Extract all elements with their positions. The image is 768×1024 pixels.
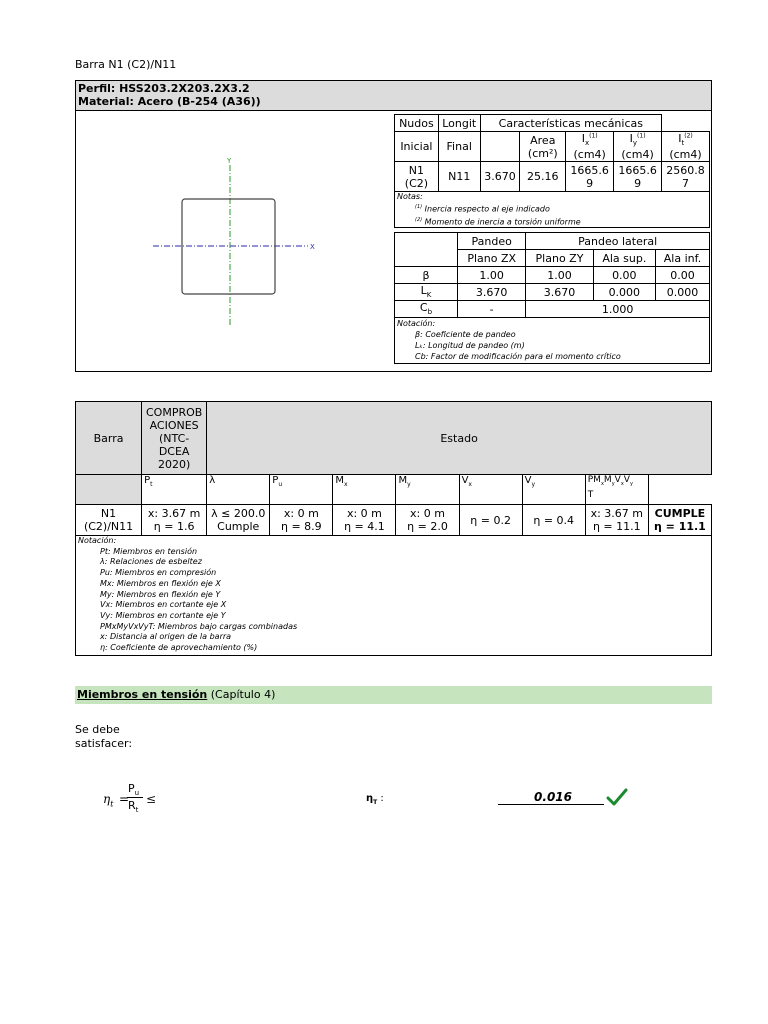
section-drawing xyxy=(150,140,330,330)
mech-h-area: Area (cm²) xyxy=(520,132,566,162)
buck-row-beta: β 1.00 1.00 0.00 0.00 xyxy=(395,267,710,284)
tension-header xyxy=(75,686,712,704)
buck-h-inf: Ala inf. xyxy=(655,250,709,267)
profile-name: Perfil: HSS203.2X203.2X3.2 xyxy=(78,82,250,95)
col-pu: $P_u$ xyxy=(270,475,333,505)
col-estado-gap xyxy=(648,475,711,505)
hss-section-outline xyxy=(182,199,275,294)
tension-title: Miembros en tensión xyxy=(77,688,208,701)
bar-title: Barra N1 (C2)/N11 xyxy=(75,58,177,71)
col-vx: $V_x$ xyxy=(459,475,522,505)
check-icon xyxy=(606,787,628,807)
mech-iy: 1665.69 xyxy=(614,162,662,192)
buck-h-zy: Plano ZY xyxy=(526,250,593,267)
checks-h-gap xyxy=(76,475,142,505)
y-axis-label: Y xyxy=(227,157,232,165)
buck-h-sup: Ala sup. xyxy=(593,250,655,267)
buck-h-pandeo: Pandeo xyxy=(458,233,526,250)
checks-h-barra: Barra xyxy=(76,402,142,475)
mech-longit: 3.670 xyxy=(480,162,520,192)
mech-h-iy: $I_y^{(1)}$ (cm4) xyxy=(614,132,662,162)
mech-h-nudos: Nudos xyxy=(395,115,439,132)
mech-inicial: N1 (C2) xyxy=(395,162,439,192)
mech-h-it: $I_t^{(2)}$ (cm4) xyxy=(662,132,710,162)
buck-h-lateral: Pandeo lateral xyxy=(526,233,710,250)
mech-ix: 1665.69 xyxy=(566,162,614,192)
checks-notes: Notación: Pt: Miembros en tensión λ: Relaciones de esbeltez Pu: Miembros en compresión Mx: Miembros en flexión eje X My: Miembros en flexión eje Y Vx: Miembros en cortante eje X Vy: Miembros en cortante eje Y PMxMyVxVyT: Miembros bajo cargas combinadas x: Distancia al origen de la barra η: Coeficiente de aprovechamiento (%) xyxy=(76,536,712,656)
tension-chapter: (Capítulo 4) xyxy=(210,688,276,701)
mech-h-final: Final xyxy=(438,132,480,162)
col-mx: $M_x$ xyxy=(333,475,396,505)
mech-h-blank xyxy=(480,132,520,162)
buck-h-zx: Plano ZX xyxy=(458,250,526,267)
col-my: $M_y$ xyxy=(396,475,459,505)
x-axis-label: X xyxy=(310,243,315,251)
col-lambda: λ xyxy=(207,475,270,505)
mech-notes: Notas: $^{(1)}$ Inercia respecto al eje indicado $^{(2)}$ Momento de inercia a torsión uniforme xyxy=(395,192,710,228)
col-pm: $PM_xM_yV_xV_y$ T xyxy=(585,475,648,505)
eta-t-label: $\eta_T$ : xyxy=(366,793,384,806)
mech-area: 25.16 xyxy=(520,162,566,192)
buckling-table xyxy=(394,232,710,364)
profile-material: Material: Acero (B-254 (A36)) xyxy=(78,95,261,108)
mech-final: N11 xyxy=(438,162,480,192)
buck-row-cb: $C_b$ - 1.000 xyxy=(395,301,710,318)
col-vy: $V_y$ xyxy=(522,475,585,505)
col-pt: $P_t$ xyxy=(142,475,207,505)
buck-h-blank xyxy=(395,233,458,267)
mech-h-longit: Longit xyxy=(438,115,480,132)
satisfy-text: Se debe satisfacer: xyxy=(75,723,133,750)
profile-header xyxy=(76,81,711,111)
checks-h-estado: Estado xyxy=(207,402,712,475)
checks-table xyxy=(75,401,712,656)
buck-notes: Notación: β: Coeficiente de pandeo Lₖ: Longitud de pandeo (m) Cb: Factor de modificación para el momento crítico xyxy=(395,318,710,364)
mech-h-caract: Características mecánicas xyxy=(480,115,661,132)
checks-row: N1 (C2)/N11 x: 3.67 m η = 1.6 λ ≤ 200.0 Cumple x: 0 m η = 8.9 x: 0 m η = 4.1 x: 0 m η = 2.0 η = 0.2 η = 0.4 x: 3.67 m η = 11.1 CUMPLE η = 11.1 xyxy=(76,505,712,536)
mech-h-inicial: Inicial xyxy=(395,132,439,162)
mech-table xyxy=(394,114,710,228)
mech-h-ix: $I_x^{(1)}$ (cm4) xyxy=(566,132,614,162)
buck-row-lk: $L_K$ 3.670 3.670 0.000 0.000 xyxy=(395,284,710,301)
checks-h-comprob: COMPROB ACIONES (NTC- DCEA 2020) xyxy=(142,402,207,475)
mech-it: 2560.87 xyxy=(662,162,710,192)
status-cumple: CUMPLE η = 11.1 xyxy=(648,505,711,536)
eta-t-value: 0.016 xyxy=(498,790,604,805)
